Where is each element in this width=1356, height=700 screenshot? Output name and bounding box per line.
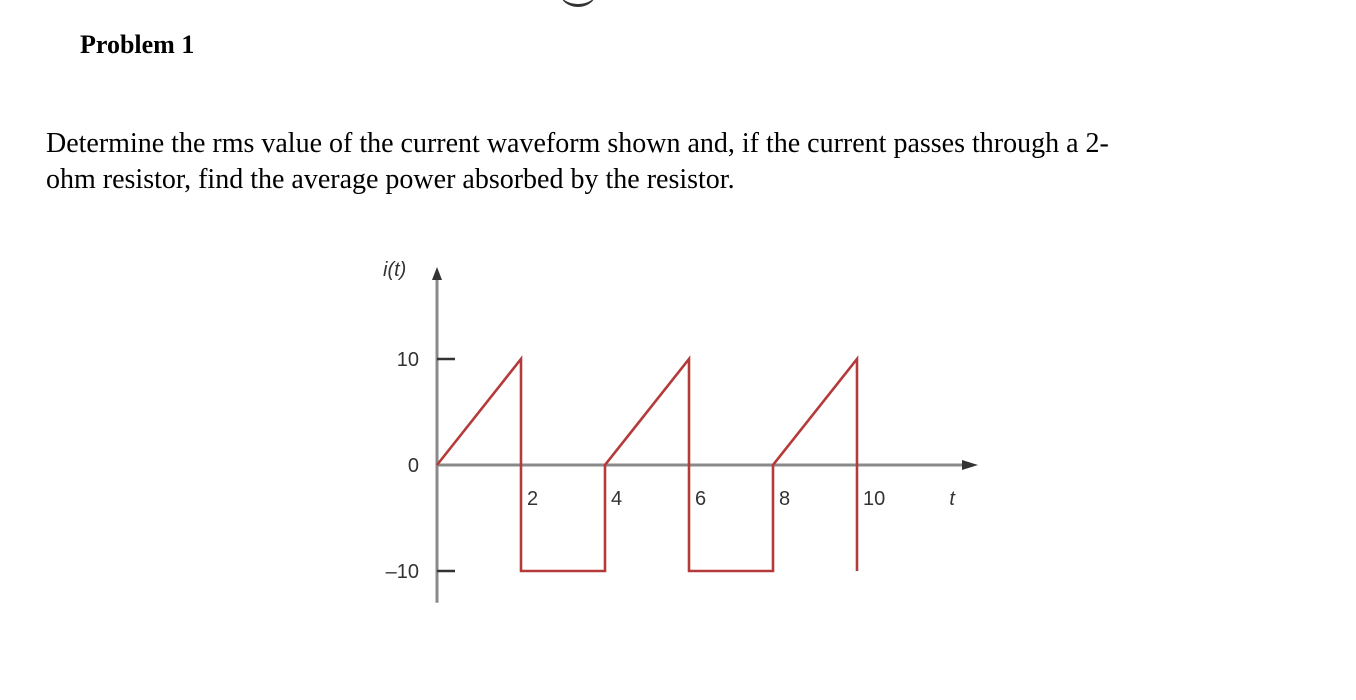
x-tick-label: 6 <box>695 488 707 510</box>
y-tick-label: 10 <box>396 349 419 371</box>
problem-text-line-1: Determine the rms value of the current waveform shown and, if the current passes through a 2- <box>46 128 1109 159</box>
x-tick-label: 8 <box>779 488 791 510</box>
x-axis-label: t <box>949 488 955 510</box>
y-axis-label: i(t) <box>383 259 407 281</box>
x-axis-arrow <box>962 460 978 470</box>
axes <box>432 267 978 603</box>
x-tick-label: 4 <box>611 488 623 510</box>
x-tick-label: 2 <box>527 488 539 510</box>
x-tick-label: 10 <box>863 488 886 510</box>
y-axis-arrow <box>432 267 442 280</box>
current-waveform-chart <box>360 240 1000 660</box>
y-tick-label: –10 <box>385 561 419 583</box>
y-tick-label: 0 <box>407 455 419 477</box>
problem-text-line-2: ohm resistor, find the average power absorbed by the resistor. <box>46 164 735 195</box>
problem-heading: Problem 1 <box>80 30 195 59</box>
problem-statement <box>46 126 1306 198</box>
chart-labels <box>383 259 956 583</box>
top-edge-mark <box>560 0 596 7</box>
